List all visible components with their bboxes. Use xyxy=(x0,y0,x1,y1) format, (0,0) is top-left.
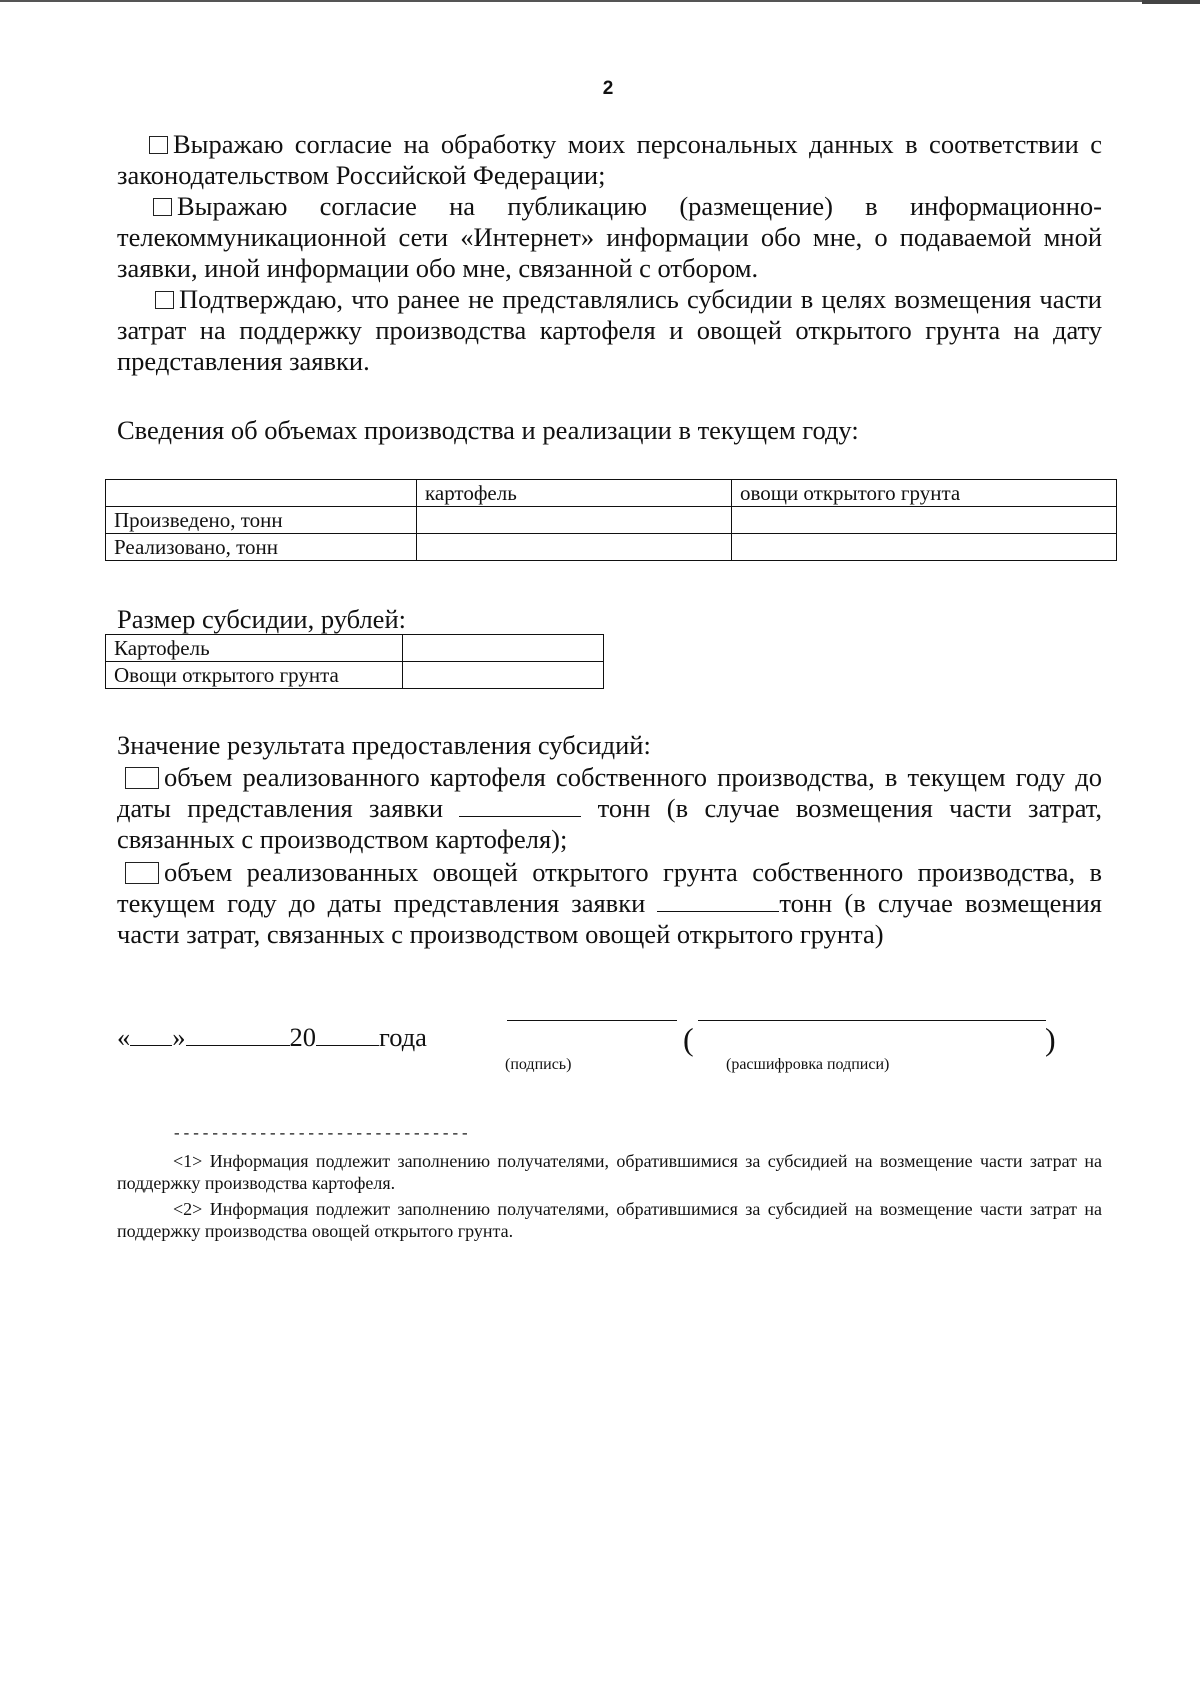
volumes-table xyxy=(105,479,1117,561)
confirm-no-prior-subsidy-checkbox[interactable] xyxy=(155,291,174,309)
result-vegetables-text: объем реализованных овощей открытого грунта собственного производства, в текущем году до даты представления заявки xyxy=(117,857,1102,918)
subsidy-label-potato: Картофель xyxy=(106,635,403,662)
table-row xyxy=(106,507,1117,534)
consent-personal-data-text: Выражаю согласие на обработку моих персональных данных в соответствии с законодательством Российской Федерации; xyxy=(117,129,1102,190)
day-field[interactable] xyxy=(130,1023,172,1046)
result-potato-tons-field[interactable] xyxy=(459,794,581,817)
date-open-quote: « xyxy=(117,1022,131,1052)
volumes-heading: Сведения об объемах производства и реализации в текущем году: xyxy=(117,415,859,445)
header-cell-vegetables: овощи открытого грунта xyxy=(732,480,1117,507)
consent-personal-data xyxy=(117,129,1102,191)
produced-potato-cell[interactable] xyxy=(417,507,732,534)
result-vegetables-tail: тонн (в случае возмещения части затрат, связанных с производством овощей открытого грунта) xyxy=(117,888,1102,949)
scan-edge-line xyxy=(0,0,1200,2)
table-header-row xyxy=(106,480,1117,507)
result-vegetables xyxy=(117,857,1102,950)
confirm-no-prior-subsidy-text: Подтверждаю, что ранее не представлялись субсидии в целях возмещения части затрат на поддержку производства картофеля и овощей открытого грунта на дату представления заявки. xyxy=(117,284,1102,376)
signature-decoding-line[interactable] xyxy=(698,1018,1046,1021)
table-row xyxy=(106,662,604,689)
row-label-sold: Реализовано, тонн xyxy=(106,534,417,561)
result-vegetables-tons-field[interactable] xyxy=(657,889,779,912)
subsidy-potato-cell[interactable] xyxy=(403,635,604,662)
result-potato xyxy=(117,762,1102,855)
consent-publication xyxy=(117,191,1102,284)
consent-personal-data-checkbox[interactable] xyxy=(149,136,168,154)
year-field[interactable] xyxy=(316,1023,379,1046)
table-row xyxy=(106,635,604,662)
footnote-2: <2> Информация подлежит заполнению получателями, обратившимися за субсидией на возмещение части затрат на поддержку производства овощей открытого грунта. xyxy=(117,1199,1102,1241)
sold-vegetables-cell[interactable] xyxy=(732,534,1117,561)
footnote-separator: ------------------------------- xyxy=(172,1125,470,1143)
result-potato-tail: тонн (в случае возмещения части затрат, связанных с производством картофеля); xyxy=(117,793,1102,854)
scan-corner-mark xyxy=(1142,0,1200,4)
decoding-close-paren: ) xyxy=(1045,1021,1056,1057)
decoding-caption: (расшифровка подписи) xyxy=(726,1056,890,1073)
year-word: года xyxy=(379,1022,427,1052)
sold-potato-cell[interactable] xyxy=(417,534,732,561)
produced-vegetables-cell[interactable] xyxy=(732,507,1117,534)
subsidy-table xyxy=(105,634,604,689)
subsidy-vegetables-cell[interactable] xyxy=(403,662,604,689)
signature-line[interactable] xyxy=(507,1018,677,1021)
results-heading: Значение результата предоставления субсидий: xyxy=(117,730,651,760)
signature-caption: (подпись) xyxy=(505,1056,572,1073)
date-close-quote: » xyxy=(172,1022,186,1052)
header-cell-blank xyxy=(106,480,417,507)
date-line xyxy=(117,1022,427,1053)
year-century: 20 xyxy=(289,1022,316,1052)
subsidy-label-vegetables: Овощи открытого грунта xyxy=(106,662,403,689)
confirm-no-prior-subsidy xyxy=(117,284,1102,377)
result-vegetables-checkbox[interactable] xyxy=(125,862,159,884)
month-field[interactable] xyxy=(186,1023,290,1046)
consent-publication-checkbox[interactable] xyxy=(153,198,172,216)
page-number: 2 xyxy=(602,78,614,99)
result-potato-text: объем реализованного картофеля собственного производства, в текущем году до даты представления заявки xyxy=(117,762,1102,823)
header-cell-potato: картофель xyxy=(417,480,732,507)
decoding-open-paren: ( xyxy=(683,1021,694,1057)
subsidy-heading: Размер субсидии, рублей: xyxy=(117,604,406,634)
result-potato-checkbox[interactable] xyxy=(125,767,159,789)
footnote-1: <1> Информация подлежит заполнению получателями, обратившимися за субсидией на возмещение части затрат на поддержку производства картофеля. xyxy=(117,1151,1102,1193)
row-label-produced: Произведено, тонн xyxy=(106,507,417,534)
consent-publication-text: Выражаю согласие на публикацию (размещение) в информационно-телекоммуникационной сети «Интернет» информации обо мне, о подаваемой мной заявки, иной информации обо мне, связанной с отбором. xyxy=(117,191,1102,283)
table-row xyxy=(106,534,1117,561)
